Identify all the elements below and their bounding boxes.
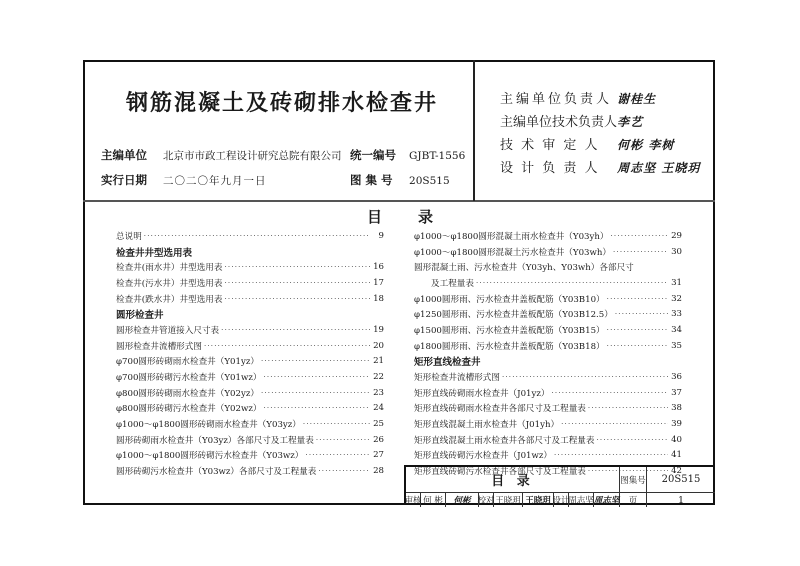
dot-leader [551,389,668,397]
dot-leader [615,310,668,318]
toc-section-heading: 检查井井型选用表 [116,247,193,259]
dot-leader [588,404,668,412]
review-label: 审核 [406,493,421,507]
responsible-row [500,111,643,130]
dot-leader [224,295,370,303]
dot-leader [613,248,668,256]
signature: 何彬 李树 [617,138,675,152]
toc-entry-title: 圆形砖砌污水检查井（Y03wz）各部尺寸及工程量表 [116,467,317,478]
toc-entry[interactable] [116,463,384,479]
toc-entry-title: φ1800圆形雨、污水检查井盖板配筋（Y03B18） [414,341,605,352]
toc-entry-page: 20 [373,340,384,351]
toc-entry[interactable] [414,259,682,275]
toc-entry-page: 27 [373,450,384,461]
toc-entry-title: 矩形直线砖砌污水检查井（J01wz） [414,451,552,462]
toc-entry-title: φ700圆形砖砌污水检查井（Y01wz） [116,373,262,384]
atlas-no-label: 图 集 号 [350,173,393,187]
toc-entry-title: 矩形直线混凝土雨水检查井（J01yh） [414,420,560,431]
toc-entry-title: φ700圆形砖砌雨水检查井（Y01yz） [116,357,259,368]
toc-entry-title: φ800圆形砖砌污水检查井（Y02wz） [116,404,262,415]
designer: 周志坚 [569,493,594,507]
toc-section-heading: 圆形检查井 [116,310,164,322]
dot-leader [144,232,370,240]
dot-leader [607,326,668,334]
dot-leader [261,357,370,365]
toc-entry-page: 24 [373,403,384,414]
designer-signature: 周志坚 [594,493,620,507]
responsible-row [500,134,674,153]
toc-entry[interactable] [116,322,384,338]
toc-entry-page: 16 [373,262,384,273]
toc-entry-page: 42 [671,466,682,477]
dot-leader [263,373,370,381]
editor-unit-label: 主编单位 [101,148,147,162]
meta-row-date [101,172,450,188]
toc-entry-title: 圆形砖砌雨水检查井（Y03yz）各部尺寸及工程量表 [116,435,314,446]
toc-entry-title: 总说明 [116,231,142,242]
toc-entry[interactable] [414,416,682,432]
toc-entry[interactable] [414,322,682,338]
toc-entry[interactable] [116,228,384,244]
toc-entry[interactable] [116,291,384,307]
toc-entry-title: 检查井(跌水井）井型选用表 [116,294,223,305]
toc-entry-title: 矩形直线砖砌雨水检查井各部尺寸及工程量表 [414,404,586,415]
dot-leader [596,436,668,444]
toc-entry[interactable] [414,244,682,260]
unified-code: GJBT-1556 [409,150,466,162]
checker-signature: 王晓玥 [523,493,554,507]
meta-row-editor [101,147,465,163]
responsible-row [500,88,656,107]
toc-entry-page: 28 [373,466,384,477]
toc-heading-right: 录 [418,208,434,226]
toc-entry-title: φ1000～φ1800圆形混凝土雨水检查井（Y03yh） [414,231,609,242]
toc-entry-title: 圆形混凝土雨、污水检查井（Y03yh、Y03wh）各部尺寸 [414,263,634,274]
dot-leader [611,232,669,240]
toc-entry[interactable] [116,416,384,432]
toc-entry[interactable] [414,432,682,448]
atlas-no-label: 图集号 [620,476,646,486]
atlas-no: 20S515 [661,474,701,485]
dot-leader [502,373,668,381]
design-label: 设计 [554,493,569,507]
toc-entry-page: 33 [671,309,682,320]
dot-leader [221,326,370,334]
dot-leader [318,467,370,475]
toc-entry-page: 32 [671,293,682,304]
toc-entry[interactable] [116,275,384,291]
page-number: 1 [677,494,685,506]
dot-leader [303,420,370,428]
toc-entry-title: 及工程量表 [431,278,474,289]
dot-leader [554,451,668,459]
dot-leader [261,389,370,397]
toc-entry-page: 21 [373,356,384,367]
toc-right-column [414,228,682,479]
responsible-label: 主编单位负责人 [500,92,613,107]
toc-entry-title: 矩形直线砖砌雨水检查井（J01yz） [414,388,550,399]
toc-entry-page: 19 [373,324,384,335]
toc-entry-title: φ1000～φ1800圆形混凝土污水检查井（Y03wh） [414,247,611,258]
dot-leader [263,404,370,412]
signature-row [406,492,715,508]
header-divider [83,200,715,202]
toc-entry[interactable] [116,401,384,417]
toc-entry-page: 40 [671,434,682,445]
unified-code-label: 统一编号 [350,148,397,162]
toc-entry-page: 17 [373,277,384,288]
toc-entry[interactable] [116,259,384,275]
toc-entry-title: φ1000～φ1800圆形砖砌污水检查井（Y03wz） [116,451,304,462]
atlas-no: 20S515 [409,175,450,187]
toc-entry[interactable] [414,275,682,291]
toc-entry[interactable] [116,385,384,401]
toc-entry-page: 26 [373,434,384,445]
responsible-label: 主编单位技术负责人 [500,115,618,130]
toc-entry-title: φ1000～φ1800圆形砖砌雨水检查井（Y03yz） [116,420,301,431]
toc-entry-title: 矩形直线混凝土雨水检查井各部尺寸及工程量表 [414,435,595,446]
dot-leader [224,263,370,271]
toc-heading-left: 目 [367,208,383,226]
toc-entry[interactable] [414,338,682,354]
dot-leader [607,342,668,350]
toc-entry-page: 35 [671,340,682,351]
reviewer-signature: 何彬 [446,493,479,507]
toc-entry[interactable] [116,354,384,370]
toc-entry-title: φ1500圆形雨、污水检查井盖板配筋（Y03B15） [414,325,605,336]
toc-entry-title: 检查井(污水井）井型选用表 [116,278,223,289]
title-block [404,465,715,505]
toc-entry[interactable] [414,385,682,401]
responsible-label: 技 术 审 定 人 [500,138,600,153]
drawing-name: 目 录 [406,467,620,492]
toc-entry-title: φ1250圆形雨、污水检查井盖板配筋（Y03B12.5） [414,310,613,321]
toc-entry-title: 圆形检查井管道接入尺寸表 [116,325,220,336]
toc-entry-page: 30 [671,246,682,257]
toc-entry-page: 38 [671,403,682,414]
dot-leader [561,420,668,428]
toc-entry[interactable] [414,228,682,244]
check-label: 校对 [479,493,494,507]
toc-entry-page: 31 [671,277,682,288]
header-vertical-divider [473,60,475,201]
toc-entry-page: 41 [671,450,682,461]
responsible-row [500,157,700,176]
toc-entry-page: 22 [373,372,384,383]
signature: 李艺 [617,115,644,129]
toc-entry-title: φ1000圆形雨、污水检查井盖板配筋（Y03B10） [414,294,605,305]
toc-entry-title: 检查井(雨水井）井型选用表 [116,263,223,274]
toc-entry[interactable] [414,306,682,322]
toc-entry-page: 23 [373,387,384,398]
toc-entry-page: 9 [378,230,384,241]
toc-entry-page: 36 [671,372,682,383]
toc-entry[interactable] [414,448,682,464]
toc-left-column [116,228,384,479]
toc-entry-page: 18 [373,293,384,304]
toc-entry[interactable] [414,401,682,417]
dot-leader [316,436,370,444]
toc-entry-page: 25 [373,419,384,430]
page-label: 页 [620,493,647,507]
toc-entry[interactable] [414,291,682,307]
toc-entry-title: 矩形检查井流槽形式图 [414,373,500,384]
reviewer: 何 彬 [421,493,446,507]
toc-entry-page: 37 [671,387,682,398]
toc-entry-page: 34 [671,324,682,335]
toc-entry-title: 圆形检查井流槽形式图 [116,341,202,352]
toc-entry[interactable] [414,369,682,385]
dot-leader [305,451,370,459]
toc-entry-page: 39 [671,419,682,430]
toc-entry[interactable] [116,338,384,354]
toc-entry-page: 29 [671,230,682,241]
toc-entry-title: φ800圆形砖砌雨水检查井（Y02yz） [116,388,259,399]
document-title: 钢筋混凝土及砖砌排水检查井 [126,91,439,116]
dot-leader [476,279,668,287]
dot-leader [607,295,668,303]
dot-leader [204,342,370,350]
toc-section-heading: 矩形直线检查井 [414,357,481,369]
effective-date-label: 实行日期 [101,173,147,187]
editor-unit: 北京市市政工程设计研究总院有限公司 [163,150,342,162]
checker: 王晓玥 [494,493,523,507]
toc-entry[interactable] [116,448,384,464]
responsible-label: 设 计 负 责 人 [500,161,600,176]
signature: 谢桂生 [617,92,657,106]
toc-entry-title: 矩形直线砖砌污水检查井各部尺寸及工程量表 [414,467,586,478]
toc-entry[interactable] [116,369,384,385]
signature: 周志坚 王晓玥 [617,161,701,175]
dot-leader [224,279,370,287]
effective-date: 二〇二〇年九月一日 [163,175,267,187]
toc-entry[interactable] [116,432,384,448]
